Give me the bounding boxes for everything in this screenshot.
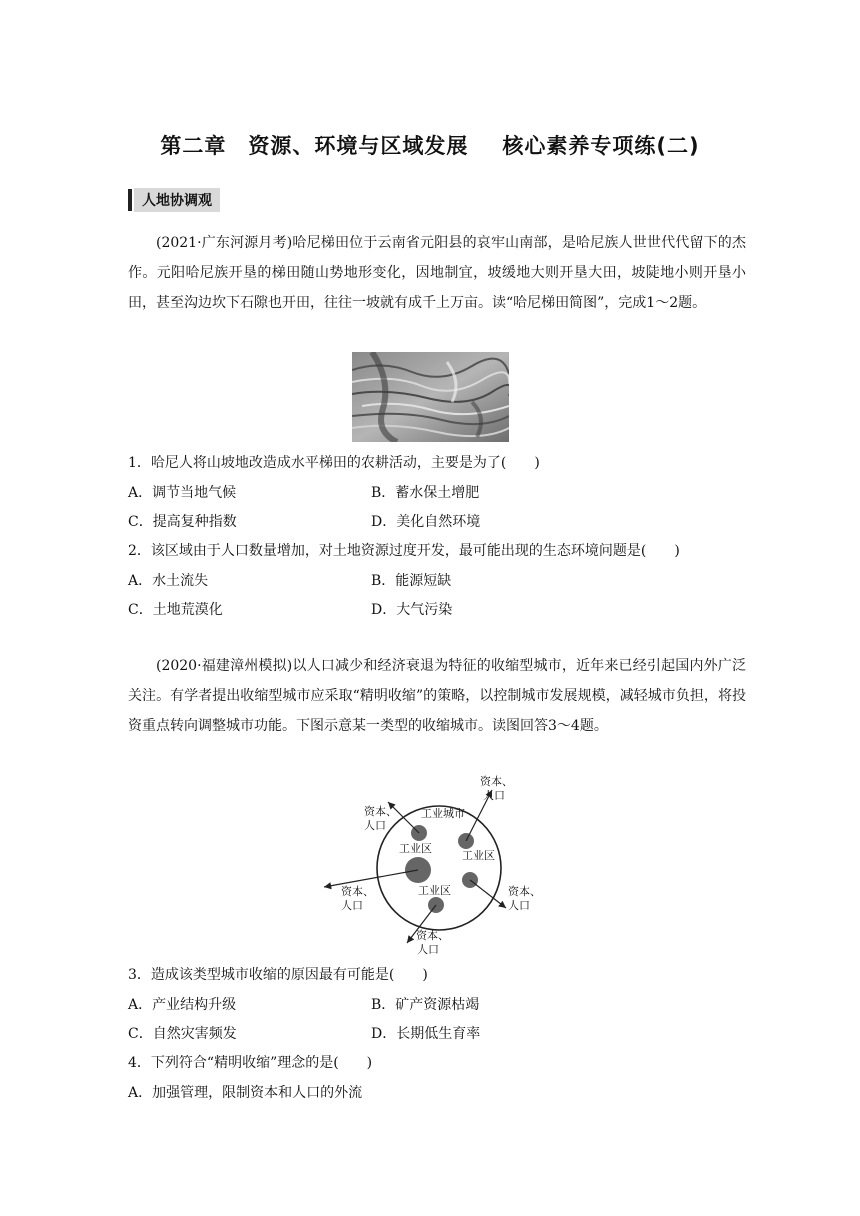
shrinking-city-diagram [314,770,544,960]
question-1: 1．哈尼人将山坡地改造成水平梯田的农耕活动，主要是为了( ) [128,455,540,471]
q3-option-d: D．长期低生育率 [371,1026,481,1042]
flow-label-2b: 人口 [364,819,386,832]
flow-label-1b: 人口 [483,789,505,802]
q4-option-a: A．加强管理，限制资本和人口的外流 [128,1085,363,1101]
flow-label-4a: 资本、 [508,885,541,898]
question-4: 4．下列符合“精明收缩”理念的是( ) [128,1055,373,1071]
flow-label-5a: 资本、 [416,929,449,942]
zone-label-2: 工业区 [462,849,495,862]
q3-option-b: B．矿产资源枯竭 [371,997,480,1013]
city-label: 工业城市 [421,807,465,820]
flow-label-4b: 人口 [508,899,530,912]
zone-label-3: 工业区 [418,884,451,897]
page-title [0,130,860,160]
q1-option-c: C．提高复种指数 [128,514,237,530]
section-header [128,188,220,212]
section-bar [128,189,132,211]
q2-option-a: A．水土流失 [128,573,209,589]
passage-2: (2020·福建漳州模拟)以人口减少和经济衰退为特征的收缩型城市，近年来已经引起国内外广泛关注。有学者提出收缩型城市应采取“精明收缩”的策略，以控制城市发展规模，减轻城市负担，将投资重点转向调整城市功能。下图示意某一类型的收缩城市。读图回答3～4题。 [128,658,746,734]
q3-option-c: C．自然灾害频发 [128,1026,237,1042]
flow-label-3a: 资本、 [341,885,374,898]
zone-label-1: 工业区 [399,842,432,855]
terrace-photo [352,352,509,442]
q1-option-b: B．蓄水保土增肥 [371,485,480,501]
question-2: 2．该区域由于人口数量增加，对土地资源过度开发，最可能出现的生态环境问题是( ) [128,543,680,559]
passage-1: (2021·广东河源月考)哈尼梯田位于云南省元阳县的哀牢山南部，是哈尼族人世世代代留下的杰作。元阳哈尼族开垦的梯田随山势地形变化，因地制宜，坡缓地大则开垦大田，坡陡地小则开垦小田，甚至沟边坎下石隙也开田，往往一坡就有成千上万亩。读“哈尼梯田简图”，完成1～2题。 [128,235,746,311]
question-3: 3．造成该类型城市收缩的原因最有可能是( ) [128,967,428,983]
flow-label-1a: 资本、 [480,775,513,788]
q1-option-a: A．调节当地气候 [128,485,237,501]
q3-option-a: A．产业结构升级 [128,997,237,1013]
flow-label-2a: 资本、 [364,805,397,818]
flow-arrow-4 [470,880,506,908]
title-practice: 核心素养专项练(二) [502,134,700,158]
q1-option-d: D．美化自然环境 [371,514,481,530]
q2-option-c: C．土地荒漠化 [128,602,223,618]
q2-option-d: D．大气污染 [371,602,453,618]
title-chapter: 第二章 资源、环境与区域发展 [160,134,469,158]
flow-label-5b: 人口 [417,943,439,956]
flow-label-3b: 人口 [341,899,363,912]
q2-option-b: B．能源短缺 [371,573,452,589]
section-label: 人地协调观 [134,188,220,212]
